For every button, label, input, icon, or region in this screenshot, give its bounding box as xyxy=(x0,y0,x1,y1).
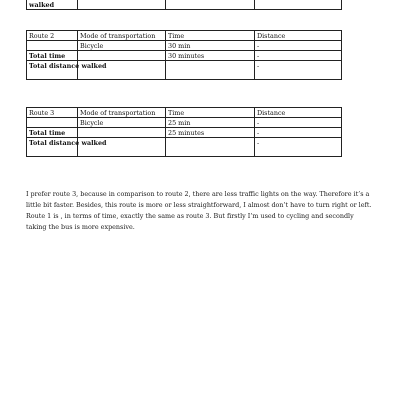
route-label: Route 3 xyxy=(27,108,78,118)
table-row xyxy=(27,128,342,138)
table-cell: Bicycle xyxy=(78,118,166,128)
table-cell xyxy=(255,0,342,10)
table-cell xyxy=(27,118,78,128)
total-distance-walked-label: walked xyxy=(27,0,78,10)
table-cell: 30 minutes xyxy=(166,51,255,61)
column-header: Mode of transportation xyxy=(78,108,166,118)
table-cell xyxy=(166,138,255,157)
table-cell xyxy=(166,61,255,80)
table-cell: 25 min xyxy=(166,118,255,128)
column-header: Distance xyxy=(255,31,342,41)
total-time-label: Total time xyxy=(27,51,78,61)
table-cell: 25 minutes xyxy=(166,128,255,138)
total-distance-walked-label: Total distance walked xyxy=(27,138,78,157)
table-cell: - xyxy=(255,118,342,128)
table-row xyxy=(27,138,342,157)
column-header: Time xyxy=(166,108,255,118)
route-3-table xyxy=(26,107,342,157)
table-cell xyxy=(78,51,166,61)
route-preference-paragraph: I prefer route 3, because in comparison to route 2, there are less traffic lights on the way. Therefore it’s a little bit faster. Besides, this route is more or less straightforward, I almost don’t have to turn right or left. Route 1 is , in terms of time, exactly the same as route 3. But firstly I’m used to cycling and secondly taking the bus is more expensive. xyxy=(26,190,372,231)
column-header: Mode of transportation xyxy=(78,31,166,41)
route-2-table xyxy=(26,30,342,80)
table-cell: - xyxy=(255,41,342,51)
table-header-row xyxy=(27,108,342,118)
table-cell: - xyxy=(255,61,342,80)
table-row xyxy=(27,51,342,61)
total-distance-walked-label: Total distance walked xyxy=(27,61,78,80)
total-time-label: Total time xyxy=(27,128,78,138)
table-cell xyxy=(166,0,255,10)
table-cell: - xyxy=(255,51,342,61)
table-cell: Bicycle xyxy=(78,41,166,51)
route-1-table xyxy=(26,0,342,10)
table-row xyxy=(27,61,342,80)
table-row xyxy=(27,0,342,10)
table-cell xyxy=(27,41,78,51)
column-header: Time xyxy=(166,31,255,41)
table-cell xyxy=(78,128,166,138)
table-cell: 30 min xyxy=(166,41,255,51)
table-header-row xyxy=(27,31,342,41)
table-cell xyxy=(78,0,166,10)
table-row xyxy=(27,118,342,128)
route-label: Route 2 xyxy=(27,31,78,41)
table-cell: - xyxy=(255,138,342,157)
column-header: Distance xyxy=(255,108,342,118)
table-cell: - xyxy=(255,128,342,138)
table-row xyxy=(27,41,342,51)
